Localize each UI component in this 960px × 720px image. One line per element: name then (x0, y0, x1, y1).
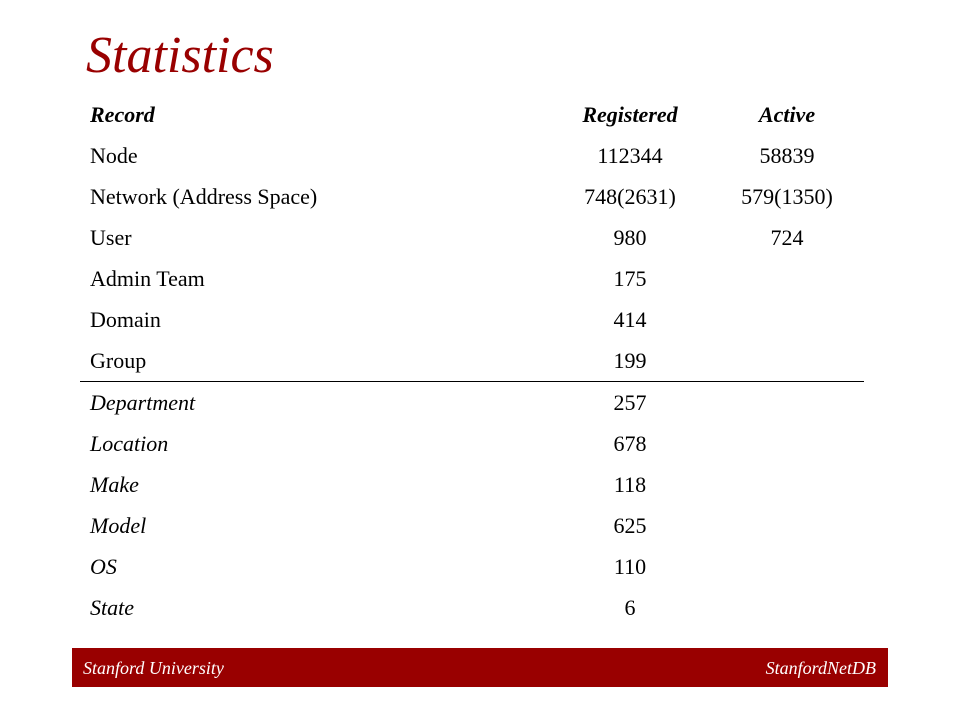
table-row (80, 464, 864, 505)
record-name: Department (90, 389, 196, 415)
registered-count: 6 (624, 594, 636, 620)
active-count (710, 299, 864, 340)
record-name: Make (90, 471, 139, 497)
active-count (710, 340, 864, 382)
record-name: Admin Team (90, 265, 205, 291)
header-record: Record (90, 101, 155, 127)
record-name: User (90, 224, 132, 250)
table-row (80, 505, 864, 546)
footer-bar (72, 648, 888, 687)
active-count: 579(1350) (741, 183, 833, 209)
record-name: Node (90, 142, 138, 168)
record-name: Domain (90, 306, 161, 332)
table-row (80, 423, 864, 464)
registered-count: 199 (550, 340, 710, 382)
record-name: Model (90, 512, 147, 538)
header-active: Active (758, 101, 816, 127)
statistics-table (80, 94, 864, 628)
registered-count: 414 (613, 306, 647, 332)
registered-count: 980 (613, 224, 647, 250)
registered-count: 118 (613, 471, 647, 497)
table-row (80, 587, 864, 628)
registered-count: 678 (613, 430, 647, 456)
active-count (710, 464, 864, 505)
table-row (80, 258, 864, 299)
record-name: OS (90, 553, 117, 579)
table-row (80, 546, 864, 587)
registered-count: 175 (613, 265, 647, 291)
record-name: Group (80, 340, 550, 382)
active-count (710, 587, 864, 628)
record-name: Network (Address Space) (90, 183, 318, 209)
slide-title: Statistics (86, 27, 274, 84)
table-header-row (80, 94, 864, 135)
table-row (80, 135, 864, 176)
active-count (710, 505, 864, 546)
active-count (710, 423, 864, 464)
table-row (80, 299, 864, 340)
active-count: 724 (770, 224, 804, 250)
table-row (80, 382, 864, 424)
footer-organization: Stanford University (83, 658, 224, 678)
footer-project-name: StanfordNetDB (765, 658, 876, 678)
header-registered: Registered (582, 101, 678, 127)
table-row (80, 217, 864, 258)
active-count (710, 258, 864, 299)
record-name: Location (90, 430, 169, 456)
registered-count: 625 (613, 512, 647, 538)
active-count (710, 382, 864, 424)
active-count (710, 546, 864, 587)
registered-count: 110 (613, 553, 647, 579)
table-row (80, 176, 864, 217)
record-name: State (90, 594, 134, 620)
registered-count: 257 (613, 389, 647, 415)
registered-count: 112344 (597, 142, 663, 168)
registered-count: 748(2631) (584, 183, 676, 209)
active-count: 58839 (759, 142, 815, 168)
table-row (80, 340, 864, 382)
